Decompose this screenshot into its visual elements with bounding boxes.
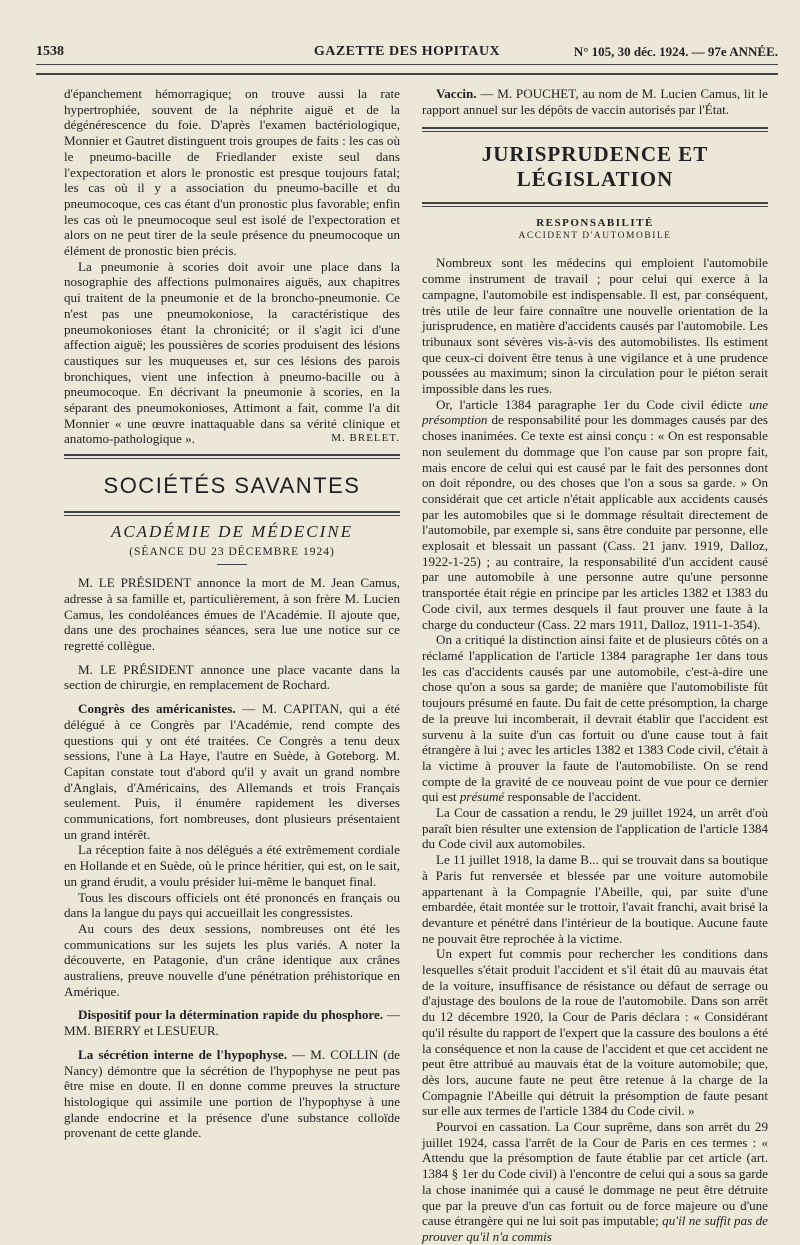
article-signature: M. BRELET. bbox=[331, 432, 400, 445]
responsabilite-title: RESPONSABILITÉ bbox=[536, 217, 654, 230]
juris-paragraph-6: Un expert fut commis pour rechercher les conditions dans lesquelles s'était produit l'accident et s'il était dû au mauvais état de la voiture, insuffisance de résistance ou défaut de serrage ou d'ajustage des boulons de la roue de l'automobile. Dans son arrêt du 12 décembre 1920, la Cour de Paris déclara : « Considérant qu'il résulte du rapport de l'expert que la cassure des boulons a été la conséquence et non la cause de l'accident et que cet accident ne peut être attribué au mauvais état de la voiture automobile; que, dès lors, aucune faute ne peut être retenue à la charge de la Compagnie l'Abeille qui détruit la présomption de faute pesant sur elle aux termes de l'article 1384 du Code civil. » bbox=[422, 946, 768, 1119]
juris-p3-start: On a critiqué la distinction ainsi faite et de plusieurs côtés on a réclamé l'application de l'article 1384 paragraphe 1er dans tous les cas d'accidents causés par une automobile, c'est-à-dire une chose qu'on a sous sa garde; de manière que l'automobiliste fût toujours présumé en faute. Du fait de cette présomption, la charge de la preuve lui incomberait, il devrait établir que l'accident est survenu à la suite d'un cas fortuit ou d'une cause tout à fait étrangère à lui ; avec les articles 1382 et 1383 Code civil, c'était à la victime à prouver la faute de l'automobiliste. On se rend compte de la gravité de ce nouveau point de vue pour ce dernier qui est bbox=[422, 632, 768, 805]
paragraph-discours: Tous les discours officiels ont été prononcés en français ou dans la langue du pays qui accueillait les congressistes. bbox=[64, 889, 400, 921]
juris-p2-start: Or, l'article 1384 paragraphe 1er du Code civil édicte bbox=[436, 396, 743, 412]
juris-paragraph-7 bbox=[422, 1119, 768, 1245]
section-rule-juris-bottom bbox=[422, 202, 768, 207]
page-number: 1538 bbox=[36, 44, 64, 59]
left-paragraph-2: La pneumonie à scories doit avoir une place dans la nosographie des affections pulmonaires aiguës, aux chapitres qui traitent de la pneumonie et de la broncho-pneumonie. Ce n'est pas une pneumokoniose, la caractéristique des pneumokonioses étant la chronicité; or il s'agit ici d'une affection aiguë; les poussières de scories produisent des lésions caustiques sur les muqueuses et, sur ces lésions des parois bronchiques, vient une infection à pneumo-bacille ou à pneumocoque. En décrivant la pneumonie à scories, en la séparant des pneumokonioses, Attimont a fait, comme l'a dit Monnier « une œuvre inattaquable dans sa vérité clinique et anatomo-pathologique ». bbox=[64, 258, 400, 447]
paragraph-hypophyse bbox=[64, 1047, 400, 1141]
left-paragraph-1: d'épanchement hémorragique; on trouve aussi la rate hypertrophiée, souvent de la néphrite aiguë et de la dégénérescence du foie. D'après l'examen bactériologique, Monnier et Gautret distinguent trois groupes de faits : les cas où le pneumo-bacille de Friedlander existe seul dans l'expectoration et alors le pronostic est presque toujours fatal; les cas où il y a association du pneumo-bacille et du pneumocoque, ces cas étant d'un pronostic plus favorable; enfin les cas où le pneumocoque seul est isolé de l'expectoration et alors on ne peut tirer de la seule présence du pneumocoque un élément de pronostic bien précis. bbox=[64, 86, 400, 259]
section-title-societes: SOCIÉTÉS SAVANTES bbox=[103, 473, 361, 499]
paragraph-congres bbox=[64, 701, 400, 842]
header-rule bbox=[36, 64, 778, 65]
phosphore-body: — MM. BIERRY et LESUEUR. bbox=[64, 1007, 400, 1039]
phosphore-heading: Dispositif pour la détermination rapide du phosphore. bbox=[78, 1007, 384, 1023]
vaccin-body: — M. POUCHET, au nom de M. Lucien Camus, lit le rapport annuel sur les dépôts de vaccin autorisés par l'État. bbox=[422, 86, 768, 117]
section-rule-juris bbox=[422, 127, 768, 132]
journal-title: GAZETTE DES HOPITAUX bbox=[313, 44, 501, 59]
paragraph-vaccin bbox=[422, 86, 768, 117]
juris-paragraph-4: La Cour de cassation a rendu, le 29 juillet 1924, un arrêt d'où paraît bien résulter une extension de l'application de l'article 1384 du Code civil aux automobiles. bbox=[422, 805, 768, 852]
accident-subtitle: ACCIDENT D'AUTOMOBILE bbox=[518, 231, 672, 242]
vaccin-heading: Vaccin. bbox=[436, 86, 477, 101]
academy-session: (SÉANCE DU 23 DÉCEMBRE 1924) bbox=[129, 546, 335, 559]
hypophyse-heading: La sécrétion interne de l'hypophyse. bbox=[78, 1046, 288, 1062]
left-column bbox=[64, 86, 400, 1141]
juris-paragraph-1: Nombreux sont les médecins qui emploient l'automobile comme instrument de travail ; pour celui qui exerce à la campagne, l'automobile est indispensable. Il est, par conséquent, très utile de leur faire connaître une nouvelle orientation de la jurisprudence, en matière d'accidents causés par l'automobile. Les tribunaux sont sévères vis-à-vis des automobilistes. Ils estiment que ceux-ci doivent être tenus à une vigilance et à une prudence poussées au maximum; sinon la circulation pour le piéton serait impossible dans les rues. bbox=[422, 255, 768, 397]
juris-p2-end: de responsabilité pour les dommages causés par des choses inanimées. Ce texte est ainsi conçu : « On est responsable non seulement du dommage que l'on cause par son propre fait, mais encore de celui qui est causé par le fait des personnes dont on doit répondre, ou des choses que l'on a sous sa garde. » On considérait que cet article n'était applicable aux accidents causés par les automobiles que si le dommage résultait directement de l'automobile, par exemple si, sans être conduite par personne, elle explosait et blessait un passant (Cass. 21 janv. 1919, Dalloz, 1922-1-25) ; au contraire, la responsabilité d'un accident causé par une automobile à une personne autre qu'une personne transportée était régie en principe par les articles 1382 et 1383 du Code civil, aux termes desquels il faut prouver une faute à la charge du conducteur (Cass. 22 mars 1911, Dalloz, 1911-1-354). bbox=[422, 412, 768, 632]
paragraph-phosphore bbox=[64, 1007, 400, 1038]
section-title-jurisprudence: JURISPRUDENCE ET LÉGISLATION bbox=[481, 142, 709, 192]
section-rule-bottom bbox=[64, 511, 400, 516]
congres-heading: Congrès des américanistes. bbox=[78, 701, 236, 717]
juris-paragraph-2 bbox=[422, 397, 768, 633]
short-divider bbox=[217, 564, 247, 565]
running-header bbox=[36, 40, 778, 62]
juris-p3-end: responsable de l'accident. bbox=[507, 789, 642, 805]
juris-p2-emphasis: une présomption bbox=[422, 396, 768, 428]
congres-body: — M. CAPITAN, qui a été délégué à ce Congrès par l'Académie, rend compte des questions qui y ont été traitées. Ce Congrès a tenu deux sessions, l'une à La Haye, l'autre en Suède, à Goteborg. M. Capitan constate tout d'abord qu'il y avait un grand nombre d'Anglais, d'Américains, des Allemands et trois Français seulement. Puis, il énumère rapidement les diverses communications, fort nombreuses, dont plusieurs présentaient un grand intérêt. bbox=[64, 701, 400, 842]
juris-p7-emphasis: qu'il ne suffit pas de prouver qu'il n'a commis bbox=[422, 1213, 768, 1244]
juris-p3-emphasis: présumé bbox=[459, 789, 505, 805]
right-column bbox=[422, 86, 768, 1245]
juris-paragraph-3 bbox=[422, 632, 768, 805]
paragraph-vacance: M. LE PRÉSIDENT annonce une place vacante dans la section de chirurgie, en remplacement de Rochard. bbox=[64, 661, 400, 693]
paragraph-camus: M. LE PRÉSIDENT annonce la mort de M. Jean Camus, adresse à sa famille et, particulièrement, à son frère M. Lucien Camus, les condoléances émues de l'Académie. Il ajoute que, dans une des prochaines séances, sera lue une notice sur ce regretté collègue. bbox=[64, 575, 400, 653]
academy-title: ACADÉMIE DE MÉDECINE bbox=[110, 522, 354, 542]
header-rule-thick bbox=[36, 73, 778, 75]
juris-paragraph-5: Le 11 juillet 1918, la dame B... qui se trouvait dans sa boutique à Paris fut renversée et blessée par une voiture automobile appartenant à la Compagnie l'Abeille, qui, par suite d'une embardée, était montée sur le trottoir, l'avait franchi, avait brisé la devanture et pénétré dans l'intérieur de la boutique. Aucune faute ne pouvait être reprochée à la victime. bbox=[422, 852, 768, 946]
paragraph-sessions: Au cours des deux sessions, nombreuses ont été les communications sur les sujets les plus variés. A noter la découverte, en Patagonie, d'un crâne identique aux crânes australiens, preuve nouvelle d'une pénétration préhistorique en Amérique. bbox=[64, 920, 400, 999]
juris-p7-start: Pourvoi en cassation. La Cour suprême, dans son arrêt du 29 juillet 1924, cassa l'arrêt de la Cour de Paris en ces termes : « Attendu que la présomption de faute établie par cet article (art. 1384 § 1er du Code civil) à l'encontre de celui qui a sous sa garde la chose inanimée qui a causé le dommage ne peut être détruite que par la preuve d'un cas fortuit ou de force majeure ou d'une cause étrangère qui ne lui soit pas imputable; bbox=[422, 1119, 768, 1229]
issue-info: N° 105, 30 déc. 1924. — 97e ANNÉE. bbox=[573, 44, 778, 59]
paragraph-reception: La réception faite à nos délégués a été extrêmement cordiale en Hollande et en Suède, où le prince héritier, qui est, on le sait, un grand érudit, a voulu présider lui-même le banquet final. bbox=[64, 842, 400, 889]
hypophyse-body: — M. COLLIN (de Nancy) démontre que la sécrétion de l'hypophyse ne peut pas être mise en doute. Il en donne comme preuves la structure histologique qui assimile une portion de l'hypophyse à une glande endocrine et la présence d'une substance colloïde provenant de cette glande. bbox=[64, 1046, 400, 1141]
section-rule bbox=[64, 454, 400, 459]
